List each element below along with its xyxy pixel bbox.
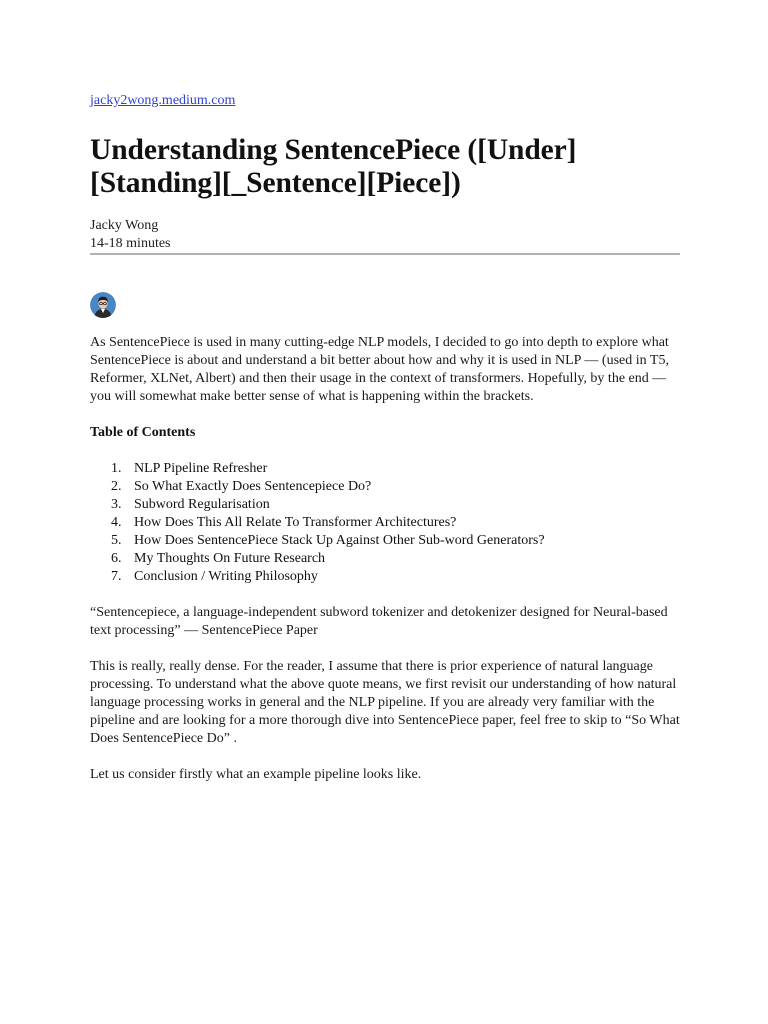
header-divider	[90, 253, 680, 255]
intro-paragraph: As SentencePiece is used in many cutting-edge NLP models, I decided to go into depth to explore what SentencePiece is about and understand a bit better about how and why it is used in NLP — (used in T5, Reformer, XLNet, Albert) and then their usage in the context of transformers. Hopefully, by the end — you will somewhat make better sense of what is happening within the brackets.	[90, 335, 669, 404]
toc-item	[111, 550, 680, 568]
toc-item	[111, 460, 680, 478]
toc-item	[111, 496, 680, 514]
toc-item-label: How Does SentencePiece Stack Up Against Other Sub-word Generators?	[134, 533, 545, 548]
toc-item-label: My Thoughts On Future Research	[134, 551, 326, 566]
toc-item-label: Conclusion / Writing Philosophy	[134, 569, 318, 584]
read-time: 14-18 minutes	[90, 236, 171, 251]
toc-item-number: 5.	[111, 533, 122, 548]
toc-item-number: 3.	[111, 497, 122, 512]
author-name: Jacky Wong	[90, 218, 159, 233]
toc-item-number: 2.	[111, 479, 122, 494]
article-title	[90, 134, 680, 200]
author-avatar-icon	[90, 292, 116, 318]
article-title-line-1: Understanding SentencePiece ([Under]	[90, 134, 577, 166]
toc-item-number: 6.	[111, 551, 122, 566]
toc-item-label: How Does This All Relate To Transformer Architectures?	[134, 515, 457, 530]
toc-item	[111, 478, 680, 496]
toc-heading: Table of Contents	[90, 425, 196, 440]
table-of-contents	[90, 460, 680, 586]
toc-item-number: 4.	[111, 515, 122, 530]
toc-item	[111, 514, 680, 532]
toc-item-number: 1.	[111, 461, 122, 476]
closing-paragraph: Let us consider firstly what an example pipeline looks like.	[90, 767, 422, 782]
toc-item-label: Subword Regularisation	[134, 497, 270, 512]
quote-paragraph: “Sentencepiece, a language-independent subword tokenizer and detokenizer designed for Neural-based text processing” — SentencePiece Paper	[90, 605, 668, 638]
avatar-illustration	[90, 292, 116, 318]
article-meta	[90, 217, 680, 253]
source-link[interactable]: jacky2wong.medium.com	[90, 93, 236, 108]
article-title-line-2: [Standing][_Sentence][Piece])	[90, 167, 461, 199]
toc-item-number: 7.	[111, 569, 122, 584]
toc-item	[111, 532, 680, 550]
toc-item-label: So What Exactly Does Sentencepiece Do?	[134, 479, 372, 494]
dense-paragraph: This is really, really dense. For the reader, I assume that there is prior experience of natural language processing. To understand what the above quote means, we first revisit our understanding of how natural language processing works in general and the NLP pipeline. If you are already very familiar with the pipeline and are looking for a more thorough dive into SentencePiece paper, feel free to skip to “So What Does SentencePiece Do” .	[90, 659, 680, 746]
toc-item-label: NLP Pipeline Refresher	[134, 461, 268, 476]
toc-item	[111, 568, 680, 586]
